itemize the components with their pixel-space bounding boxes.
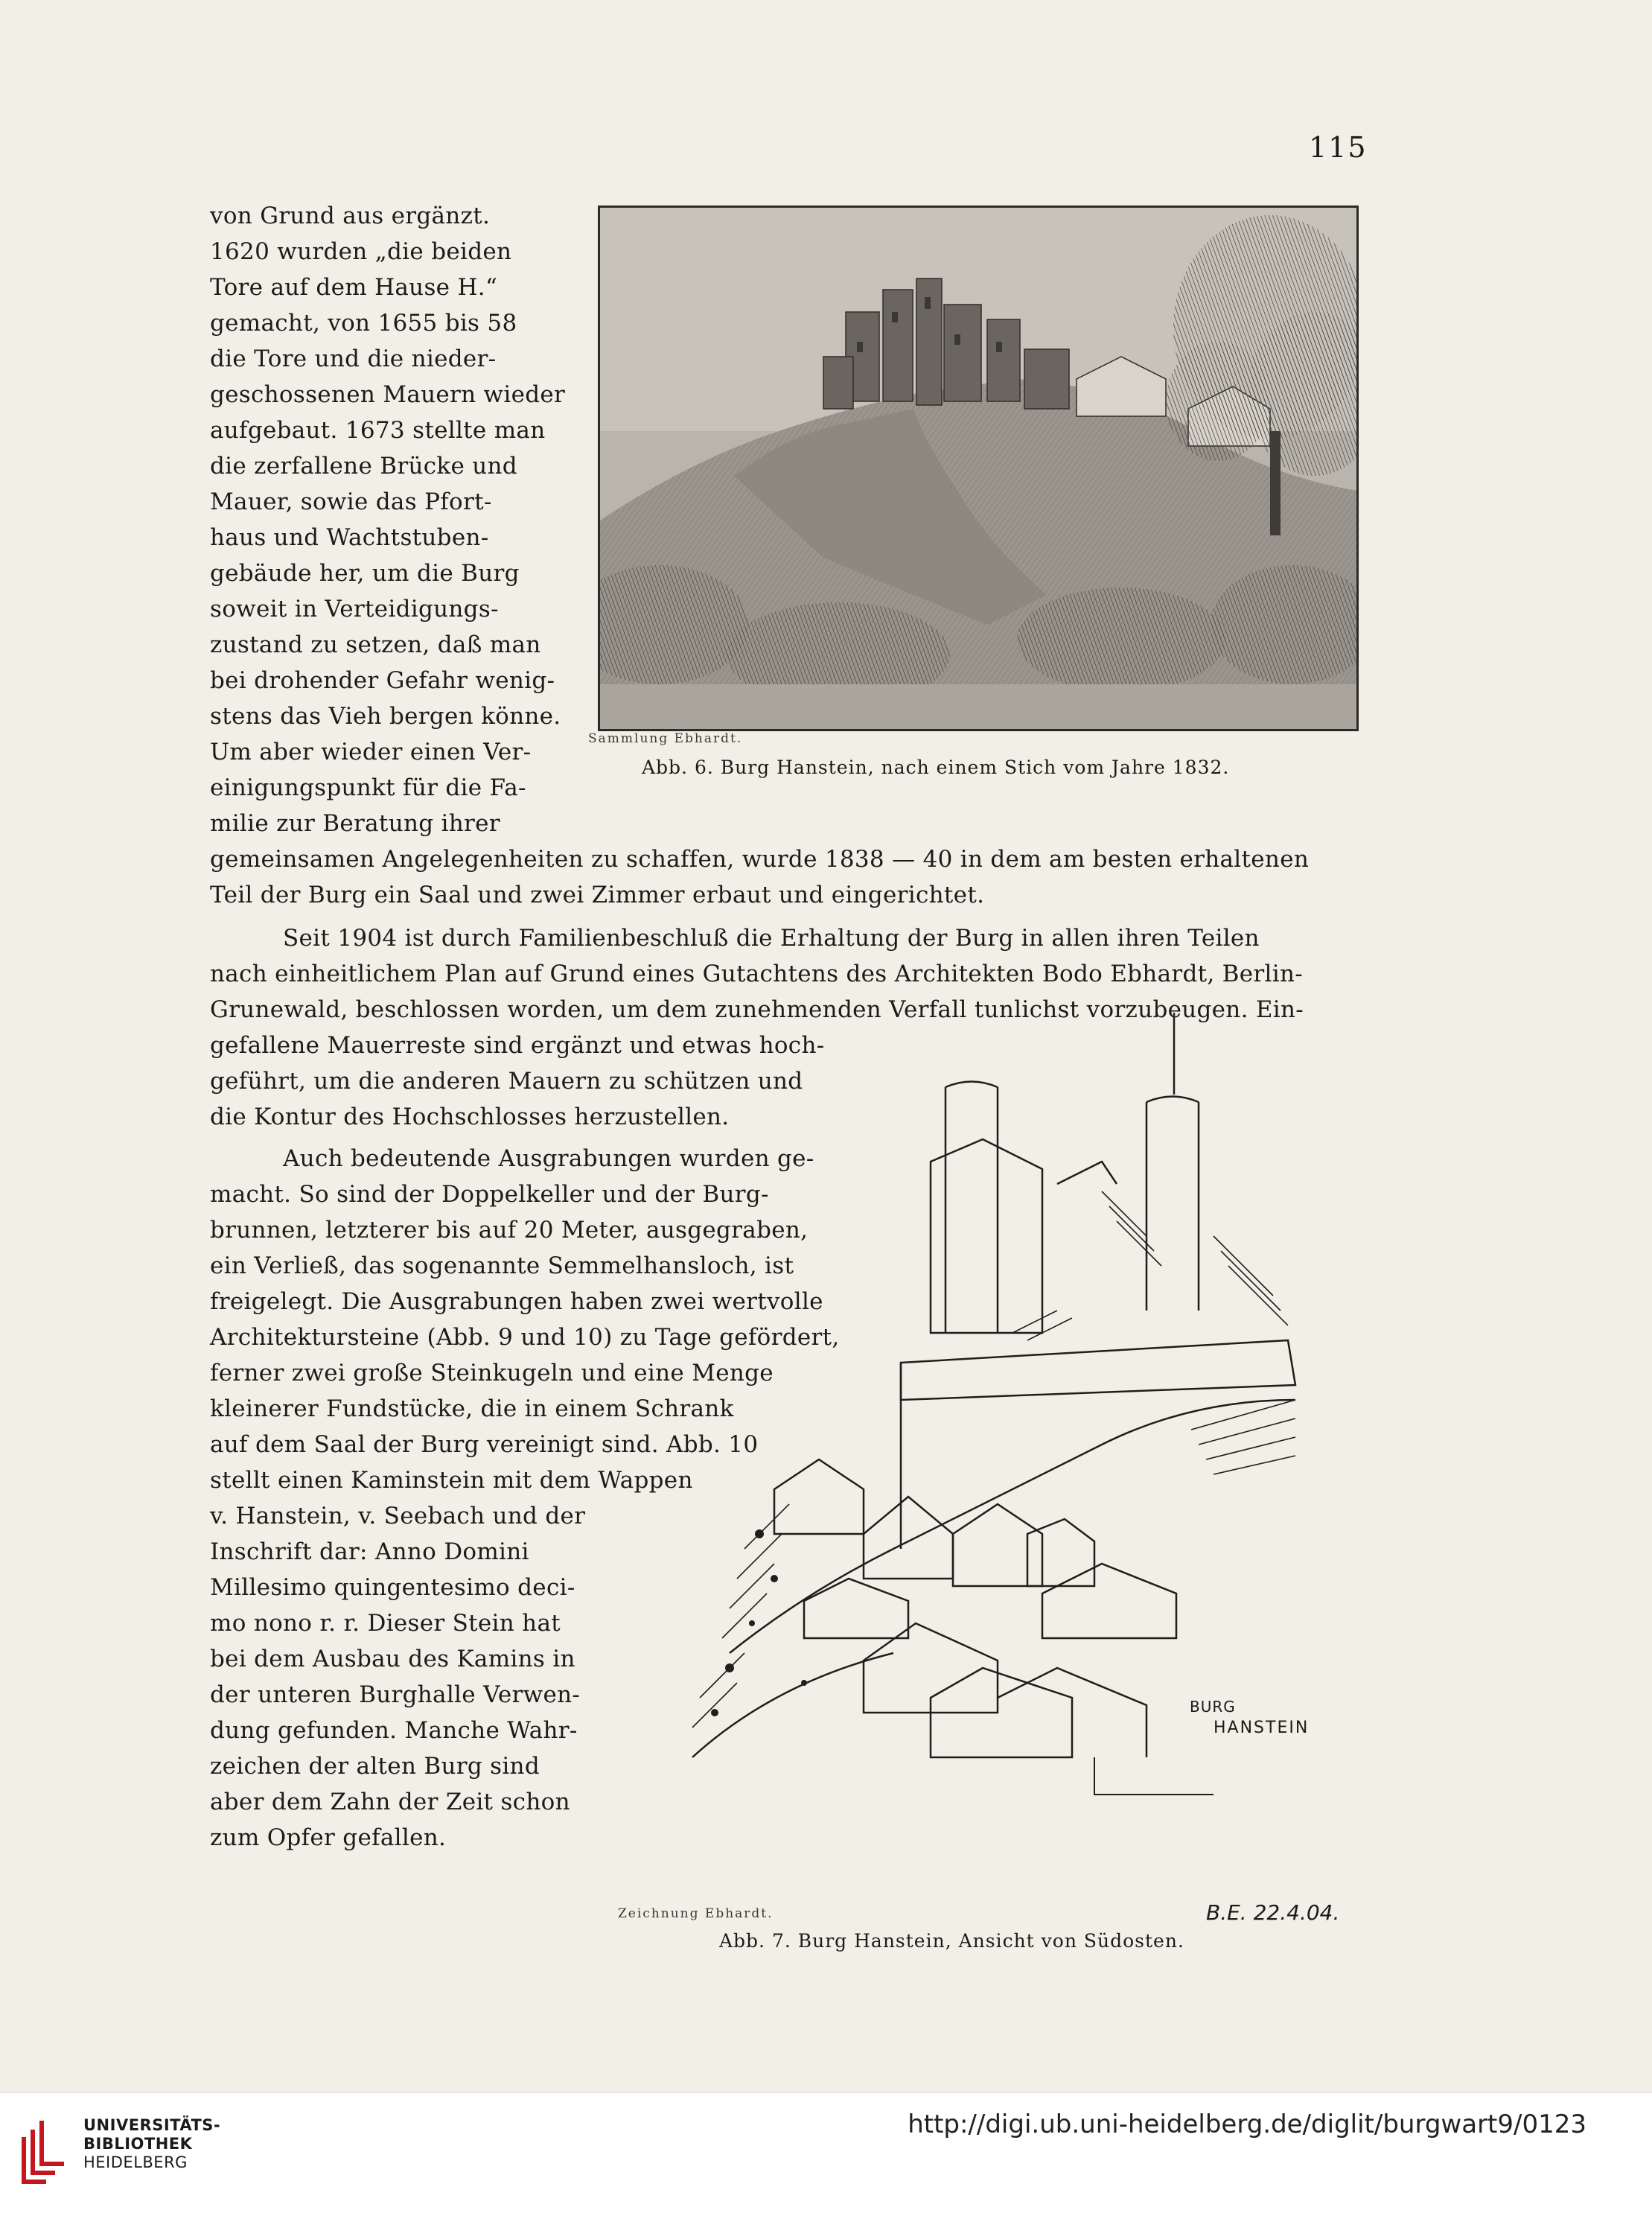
text-line: zum Opfer gefallen. bbox=[210, 1824, 447, 1851]
source-url-link[interactable]: http://digi.ub.uni-heidelberg.de/diglit/burgwart9/0123 bbox=[908, 2110, 1586, 2139]
figure-6-credit: Sammlung Ebhardt. bbox=[588, 731, 743, 746]
text-line: die Tore und die nieder- bbox=[210, 346, 497, 372]
text-line: freigelegt. Die Ausgrabungen haben zwei wertvolle bbox=[210, 1288, 823, 1315]
text-line: nach einheitlichem Plan auf Grund eines Gutachtens des Architekten Bodo Ebhardt, Berlin- bbox=[210, 961, 1303, 987]
text-line: zeichen der alten Burg sind bbox=[210, 1753, 540, 1780]
page-number: 115 bbox=[1309, 131, 1368, 164]
figure-7-drawing bbox=[581, 1013, 1362, 1914]
figure-7-label-burg: BURG bbox=[1190, 1698, 1236, 1716]
text-line: auf dem Saal der Burg vereinigt sind. Abb. 10 bbox=[210, 1431, 759, 1458]
castle-drawing-image bbox=[581, 1013, 1362, 1914]
figure-6-caption: Abb. 6. Burg Hanstein, nach einem Stich vom Jahre 1832. bbox=[642, 757, 1230, 778]
text-line: Teil der Burg ein Saal und zwei Zimmer erbaut und eingerichtet. bbox=[210, 882, 985, 908]
text-line: haus und Wachtstuben- bbox=[210, 524, 489, 551]
text-line: bei drohender Gefahr wenig- bbox=[210, 667, 555, 694]
text-line: 1620 wurden „die beiden bbox=[210, 238, 512, 265]
text-line: gebäude her, um die Burg bbox=[210, 560, 520, 587]
text-line: ferner zwei große Steinkugeln und eine Menge bbox=[210, 1360, 774, 1386]
figure-7-credit: Zeichnung Ebhardt. bbox=[618, 1906, 774, 1921]
figure-6-engraving bbox=[598, 206, 1359, 731]
text-line: mo nono r. r. Dieser Stein hat bbox=[210, 1610, 561, 1637]
text-line: stens das Vieh bergen könne. bbox=[210, 703, 561, 730]
library-name-line-2: BIBLIOTHEK bbox=[83, 2135, 193, 2153]
text-line: Grunewald, beschlossen worden, um dem zunehmenden Verfall tunlichst vorzubeugen. Ein- bbox=[210, 996, 1304, 1023]
text-line: Millesimo quingentesimo deci- bbox=[210, 1574, 575, 1601]
text-line: Architektursteine (Abb. 9 und 10) zu Tage gefördert, bbox=[210, 1324, 840, 1351]
text-line: aufgebaut. 1673 stellte man bbox=[210, 417, 546, 444]
text-line: macht. So sind der Doppelkeller und der Burg- bbox=[210, 1181, 769, 1208]
text-line: Inschrift dar: Anno Domini bbox=[210, 1538, 529, 1565]
text-line: Tore auf dem Hause H.“ bbox=[210, 274, 498, 301]
text-line: dung gefunden. Manche Wahr- bbox=[210, 1717, 578, 1744]
text-line: geschossenen Mauern wieder bbox=[210, 381, 566, 408]
text-line: Seit 1904 ist durch Familienbeschluß die Erhaltung der Burg in allen ihren Teilen bbox=[283, 925, 1260, 952]
library-name-line-3: HEIDELBERG bbox=[83, 2153, 188, 2171]
library-name-line-1: UNIVERSITÄTS- bbox=[83, 2116, 221, 2134]
figure-7-signature: B.E. 22.4.04. bbox=[1206, 1900, 1340, 1925]
text-line: aber dem Zahn der Zeit schon bbox=[210, 1789, 570, 1815]
text-line: brunnen, letzterer bis auf 20 Meter, ausgegraben, bbox=[210, 1217, 809, 1244]
text-line: von Grund aus ergänzt. bbox=[210, 203, 491, 229]
text-line: gemacht, von 1655 bis 58 bbox=[210, 310, 517, 337]
text-line: kleinerer Fundstücke, die in einem Schrank bbox=[210, 1395, 734, 1422]
text-line: ein Verließ, das sogenannte Semmelhansloch, ist bbox=[210, 1252, 794, 1279]
text-line: stellt einen Kaminstein mit dem Wappen bbox=[210, 1467, 693, 1494]
text-line: milie zur Beratung ihrer bbox=[210, 810, 500, 837]
university-library-logo-icon bbox=[16, 2115, 73, 2189]
text-line: Um aber wieder einen Ver- bbox=[210, 739, 532, 765]
text-line: soweit in Verteidigungs- bbox=[210, 596, 499, 623]
text-line: einigungspunkt für die Fa- bbox=[210, 774, 526, 801]
text-line: gemeinsamen Angelegenheiten zu schaffen, wurde 1838 — 40 in dem am besten erhaltenen bbox=[210, 846, 1310, 873]
text-line: v. Hanstein, v. Seebach und der bbox=[210, 1503, 586, 1529]
text-line: die zerfallene Brücke und bbox=[210, 453, 517, 480]
figure-7-caption: Abb. 7. Burg Hanstein, Ansicht von Südosten. bbox=[719, 1930, 1184, 1952]
text-line: Auch bedeutende Ausgrabungen wurden ge- bbox=[283, 1145, 814, 1172]
text-line: zustand zu setzen, daß man bbox=[210, 631, 541, 658]
castle-engraving-image bbox=[600, 208, 1356, 729]
text-line: Mauer, sowie das Pfort- bbox=[210, 488, 492, 515]
text-line: gefallene Mauerreste sind ergänzt und etwas hoch- bbox=[210, 1032, 825, 1059]
text-line: der unteren Burghalle Verwen- bbox=[210, 1681, 581, 1708]
text-line: bei dem Ausbau des Kamins in bbox=[210, 1646, 575, 1672]
text-line: die Kontur des Hochschlosses herzustellen. bbox=[210, 1104, 730, 1130]
figure-7-label-hanstein: HANSTEIN bbox=[1214, 1719, 1310, 1737]
text-line: geführt, um die anderen Mauern zu schützen und bbox=[210, 1068, 803, 1095]
